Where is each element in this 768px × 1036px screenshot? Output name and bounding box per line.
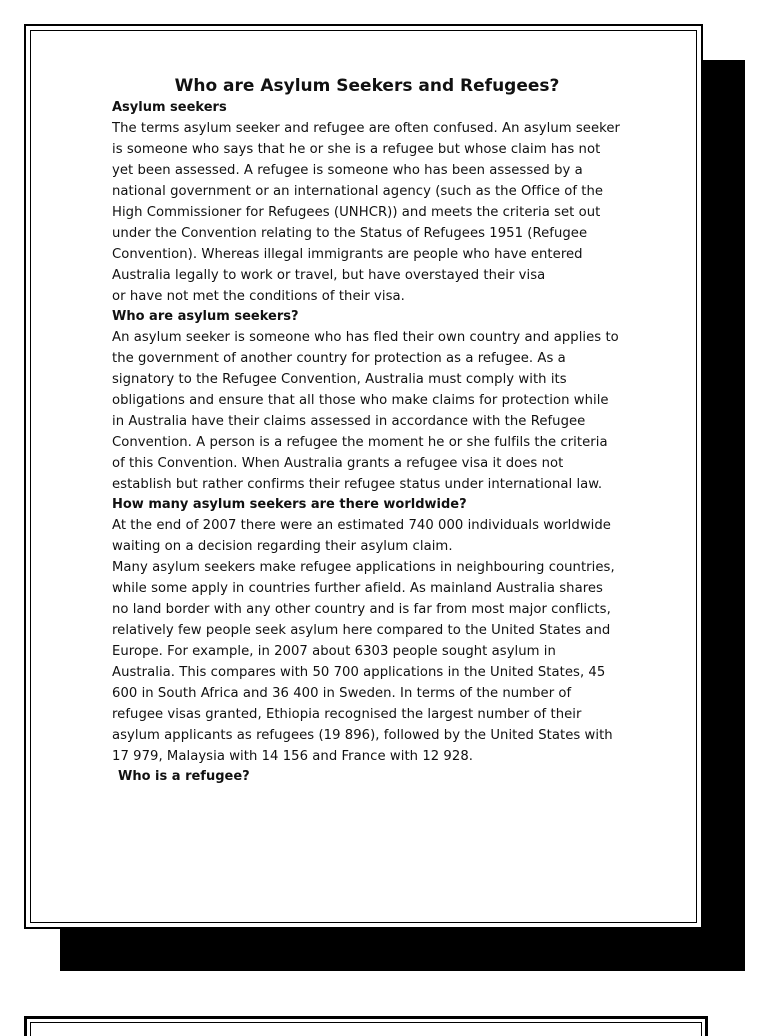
- paragraph: At the end of 2007 there were an estimated 740 000 individuals worldwide waiting on a decision regarding their asylum claim.: [112, 518, 611, 554]
- section-heading-who-are-asylum-seekers: Who are asylum seekers?: [112, 309, 299, 324]
- next-page-inner-border: [30, 1022, 702, 1036]
- paragraph: An asylum seeker is someone who has fled their own country and applies to the government of another country for protection as a refugee. As a signatory to the Refugee Convention, Australia must comply with its obligations and ensure that all those who make claims for protection while in Australia have their claims assessed in accordance with the Refugee Convention. A person is a refugee the moment he or she fulfils the criteria of this Convention. When Australia grants a refugee visa it does not establish but rather confirms their refugee status under international law.: [112, 330, 619, 492]
- document-title: Who are Asylum Seekers and Refugees?: [174, 76, 560, 96]
- document-content: [112, 74, 622, 787]
- section-heading-how-many: How many asylum seekers are there worldwide?: [112, 497, 467, 512]
- paragraph: Many asylum seekers make refugee applications in neighbouring countries, while some apply in countries further afield. As mainland Australia shares no land border with any other country and is far from most major conflicts, relatively few people seek asylum here compared to the United States and Europe. For example, in 2007 about 6303 people sought asylum in Australia. This compares with 50 700 applications in the United States, 45 600 in South Africa and 36 400 in Sweden. In terms of the number of refugee visas granted, Ethiopia recognised the largest number of their asylum applicants as refugees (19 896), followed by the United States with 17 979, Malaysia with 14 156 and France with 12 928.: [112, 560, 615, 764]
- section-heading-asylum-seekers: Asylum seekers: [112, 100, 227, 115]
- paragraph: or have not met the conditions of their visa.: [112, 289, 405, 304]
- section-heading-who-is-a-refugee: Who is a refugee?: [118, 769, 250, 784]
- next-page-edge: [24, 1016, 708, 1036]
- paragraph: The terms asylum seeker and refugee are often confused. An asylum seeker is someone who says that he or she is a refugee but whose claim has not yet been assessed. A refugee is someone who has been assessed by a national government or an international agency (such as the Office of the High Commissioner for Refugees (UNHCR)) and meets the criteria set out under the Convention relating to the Status of Refugees 1951 (Refugee Convention). Whereas illegal immigrants are people who have entered Australia legally to work or travel, but have overstayed their visa: [112, 121, 620, 283]
